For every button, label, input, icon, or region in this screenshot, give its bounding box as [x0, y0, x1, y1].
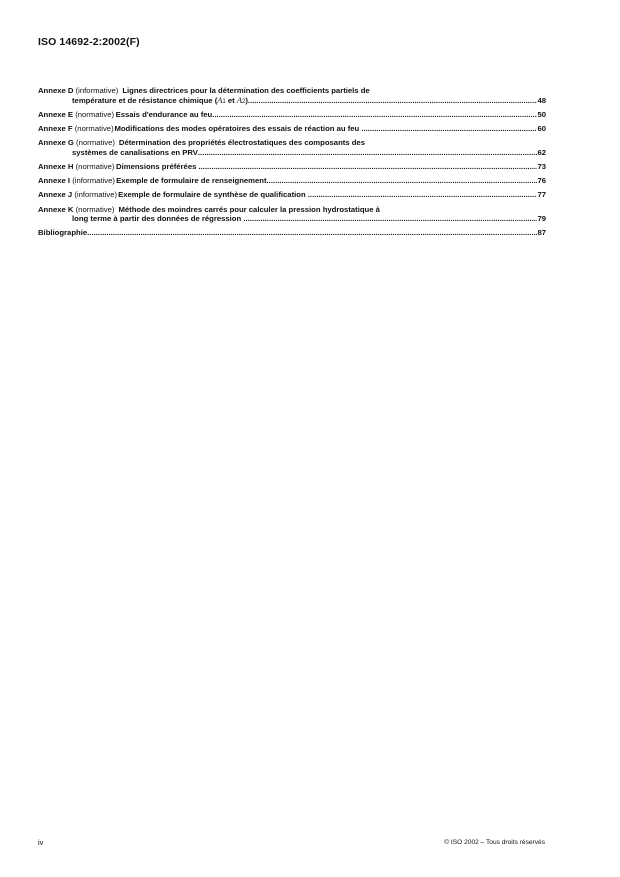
annex-label: Annexe G — [38, 138, 74, 148]
annex-title-cont: long terme à partir des données de régression — [72, 214, 244, 224]
annex-title: Exemple de formulaire de synthèse de qualification — [118, 190, 308, 200]
annex-title: Détermination des propriétés électrostatiques des composants des — [118, 138, 365, 148]
annex-label: Annexe H — [38, 161, 74, 171]
annex-title: Lignes directrices pour la détermination des coefficients partiels de — [122, 86, 370, 95]
bibliography-title: Bibliographie — [38, 228, 88, 238]
leader-dots — [267, 176, 538, 186]
annex-title: Exemple de formulaire de renseignement — [116, 176, 267, 186]
toc-entry-annexe-h[interactable] — [38, 162, 546, 172]
leader-dots — [87, 228, 537, 238]
and-text: et — [225, 95, 237, 105]
page-number: 48 — [537, 95, 546, 105]
annex-title: Essais d'endurance au feu — [115, 109, 213, 119]
page-number: 76 — [537, 176, 546, 186]
leader-dots — [361, 124, 537, 134]
annex-title-cont: température et de résistance chimique ( — [72, 95, 218, 105]
annex-type: (informative) — [72, 176, 115, 186]
var-a2: A — [236, 95, 242, 105]
table-of-contents — [38, 86, 546, 242]
toc-entry-annexe-g[interactable] — [38, 138, 546, 157]
leader-dots — [243, 214, 537, 224]
document-id-header: ISO 14692-2:2002(F) — [38, 36, 140, 48]
toc-entry-annexe-i[interactable] — [38, 176, 546, 186]
annex-label: Annexe K — [38, 204, 74, 214]
leader-dots — [198, 148, 538, 158]
leader-dots — [248, 96, 538, 106]
page-number: 73 — [537, 161, 546, 171]
annex-label: Annexe D — [38, 86, 74, 95]
annex-label: Annexe F — [38, 123, 73, 133]
toc-entry-annexe-d[interactable]: Annexe D (informative) Lignes directrices pour la détermination des coefficients partiels de température et de résistance chimique ( A 1 et A 2 ) ..... 48 — [38, 86, 546, 105]
page-number: 77 — [537, 190, 546, 200]
toc-entry-annexe-k[interactable] — [38, 205, 546, 224]
leader-dots — [308, 190, 538, 200]
toc-entry-annexe-j[interactable] — [38, 190, 546, 200]
page-number: 87 — [537, 228, 546, 238]
annex-title: Méthode des moindres carrés pour calculer la pression hydrostatique à — [118, 204, 380, 214]
page-number: 60 — [537, 123, 546, 133]
annex-type: (informative) — [75, 86, 119, 95]
annex-type: (normative) — [76, 138, 115, 148]
footer-copyright: © ISO 2002 – Tous droits réservés — [444, 839, 545, 846]
annex-type: (informative) — [74, 190, 118, 200]
close-paren: ) — [245, 95, 248, 105]
annex-type: (normative) — [75, 109, 115, 119]
footer-page-number: iv — [38, 838, 44, 847]
annex-label: Annexe J — [38, 190, 73, 200]
leader-dots — [212, 110, 537, 120]
annex-type: (normative) — [75, 161, 115, 171]
annex-title-cont: systèmes de canalisations en PRV — [72, 147, 198, 157]
annex-title: Modifications des modes opératoires des essais de réaction au feu — [114, 123, 362, 133]
toc-entry-annexe-f[interactable] — [38, 124, 546, 134]
leader-dots — [199, 162, 538, 172]
toc-entry-annexe-e[interactable] — [38, 110, 546, 120]
annex-type: (normative) — [75, 204, 115, 214]
var-a1: A — [217, 95, 223, 105]
annex-title: Dimensions préférées — [116, 161, 199, 171]
page-number: 50 — [537, 109, 546, 119]
annex-type: (normative) — [74, 123, 114, 133]
page-number: 62 — [537, 147, 546, 157]
page-number: 79 — [537, 214, 546, 224]
annex-label: Annexe I — [38, 176, 71, 186]
toc-entry-bibliographie[interactable] — [38, 228, 546, 238]
annex-label: Annexe E — [38, 109, 74, 119]
